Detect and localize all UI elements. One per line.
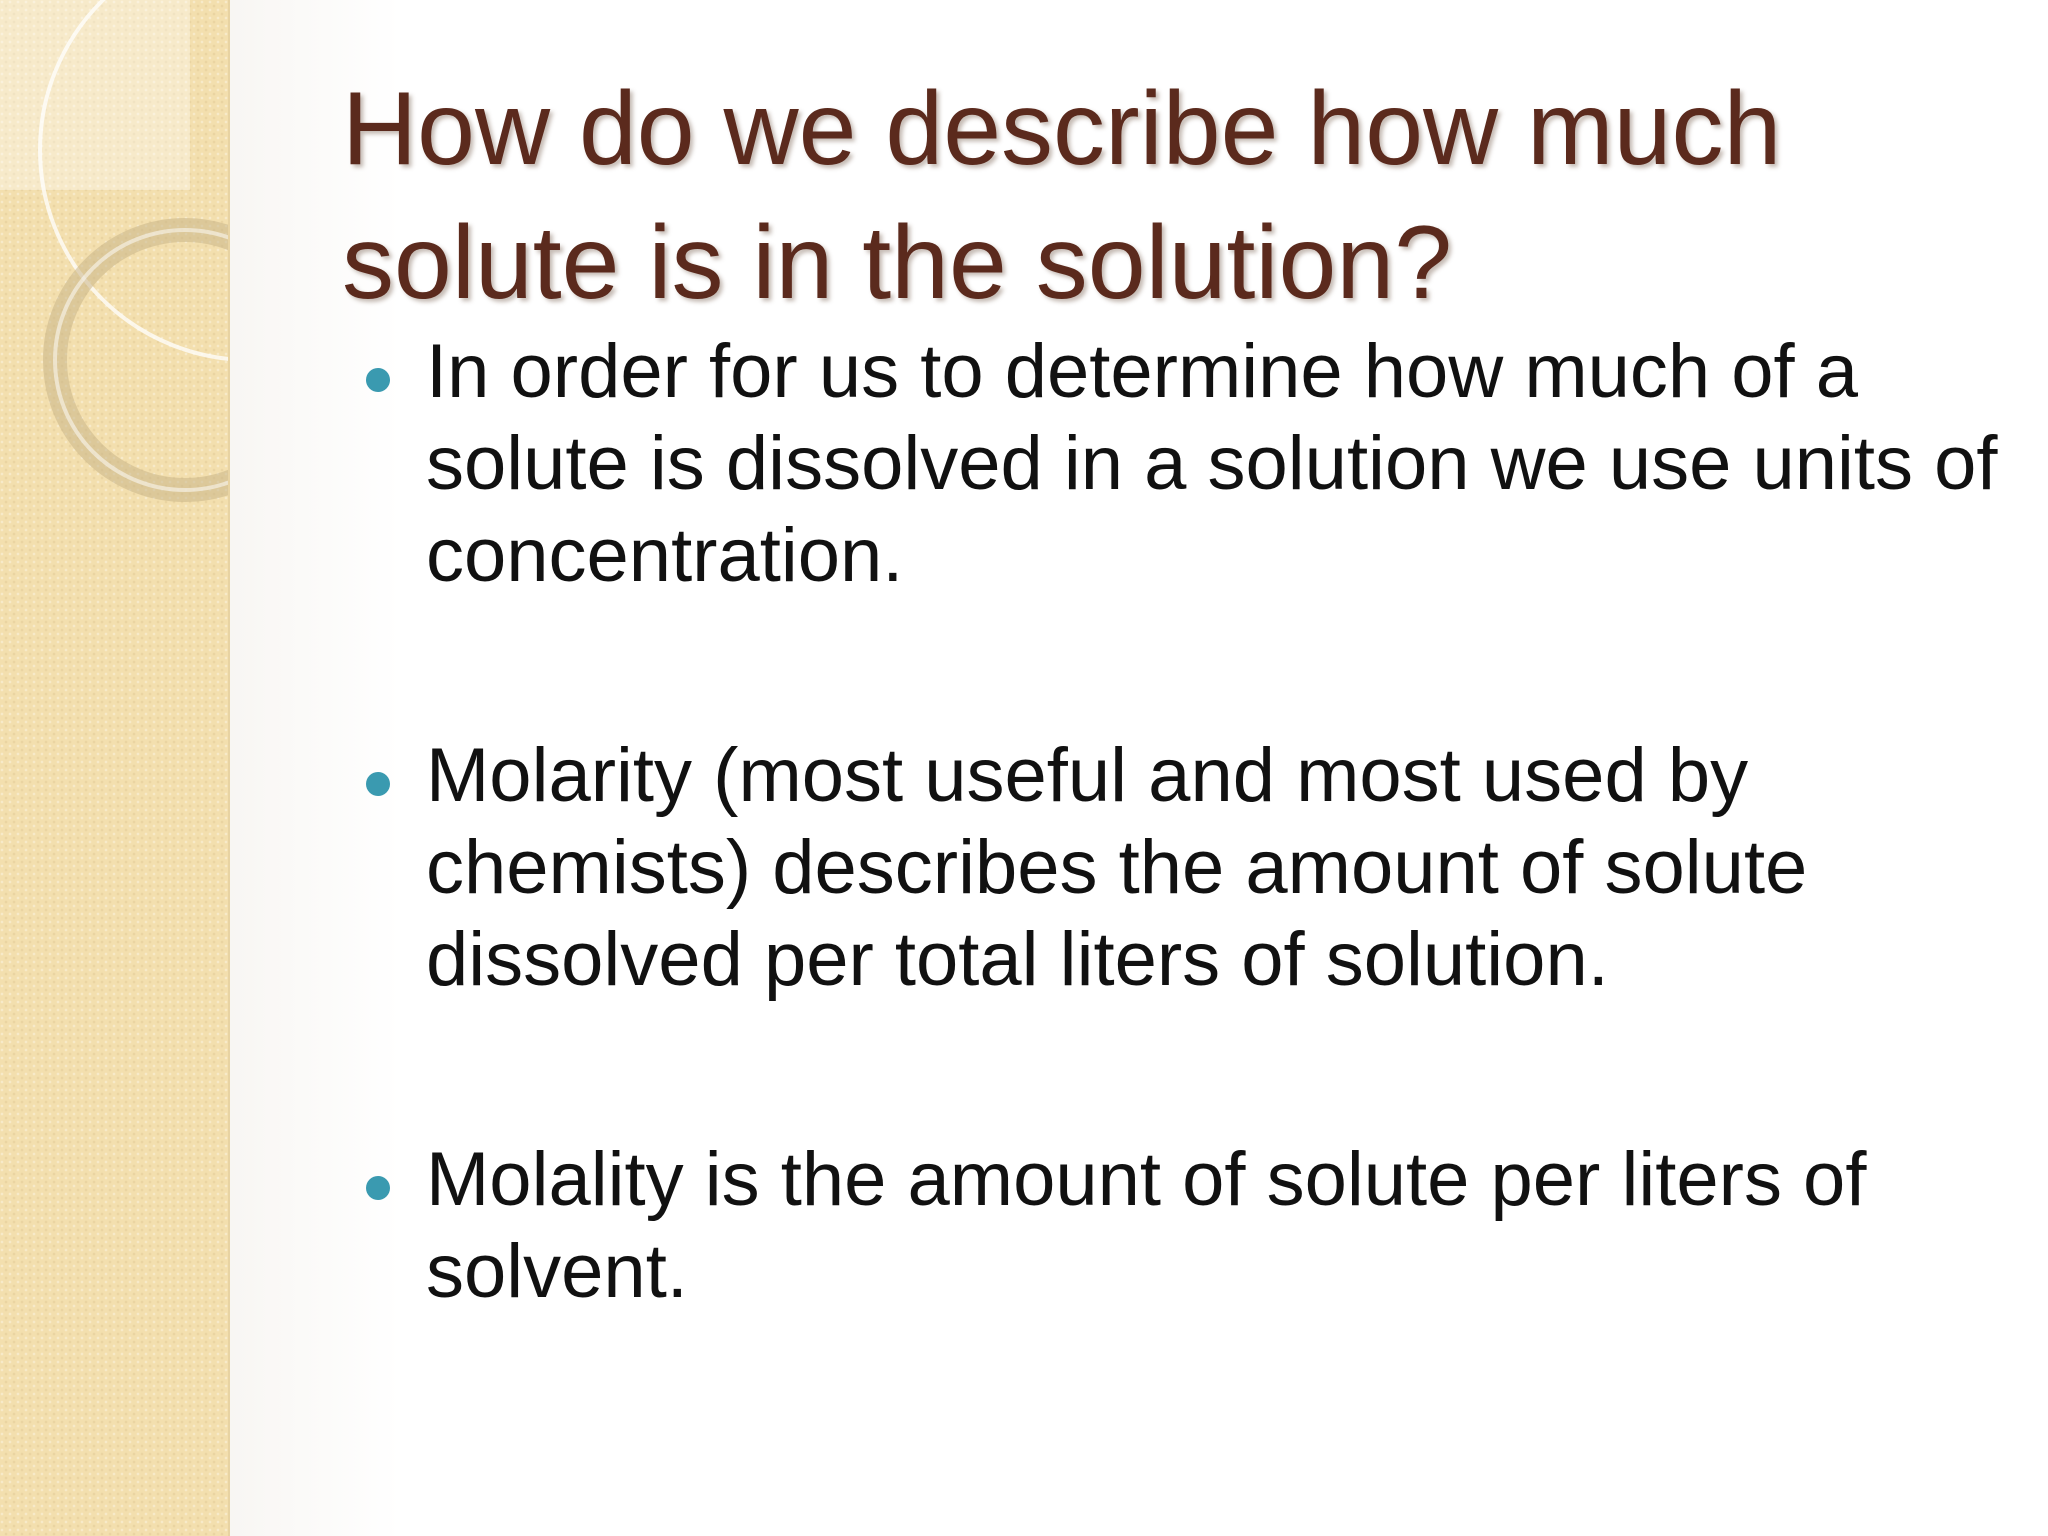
bullet-dot-icon [366,772,390,796]
slide-title: How do we describe how much solute is in the solution? [342,71,1782,321]
bullet-dot-icon [366,368,390,392]
bullet-list [360,326,2000,1446]
bullet-text: Molarity (most useful and most used by chemists) describes the amount of solute dissolved per total liters of solution. [426,733,1808,1002]
bullet-text: In order for us to determine how much of a solute is dissolved in a solution we use units of concentration. [426,329,1998,598]
bullet-item-molality [360,1134,2000,1318]
bullet-item-molarity [360,730,2000,1006]
bullet-dot-icon [366,1176,390,1200]
decorative-side-panel [0,0,230,1536]
thick-ring [55,230,228,490]
bullet-text: Molality is the amount of solute per liters of solvent. [426,1137,1867,1314]
bullet-item-concentration [360,326,2000,602]
decorative-rings-icon [0,0,228,520]
